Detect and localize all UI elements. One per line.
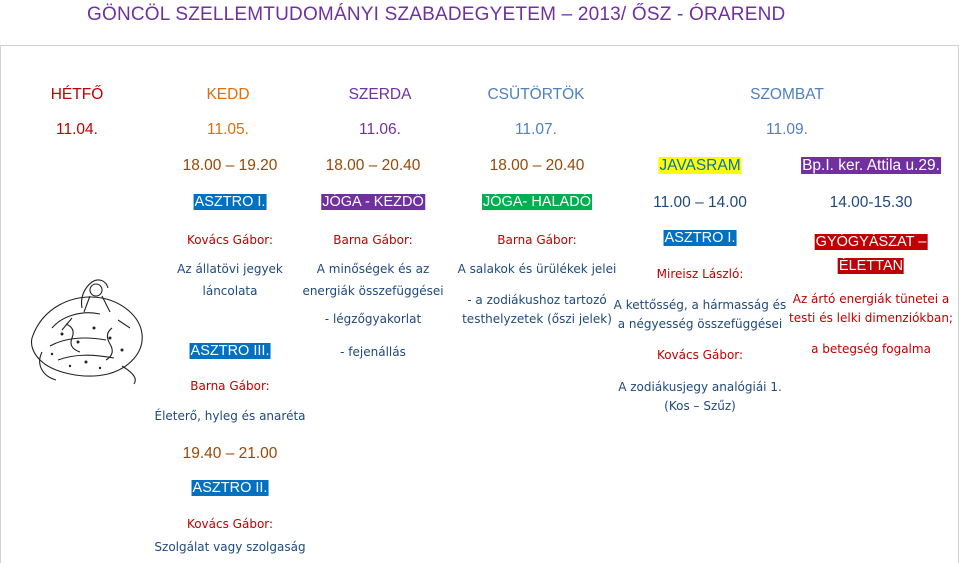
- page-title: GÖNCÖL SZELLEMTUDOMÁNYI SZABADEGYETEM – 2013/ ŐSZ - ÓRAREND: [87, 4, 786, 25]
- monday-course-3: [192, 480, 269, 496]
- saturday-line-2: testi és lelki dimenziókban;: [789, 311, 953, 325]
- tuesday-line-4: - fejenállás: [340, 345, 406, 359]
- thursday-topic-2: [618, 378, 782, 416]
- wednesday-course: [482, 194, 592, 210]
- day-wednesday: SZERDA: [348, 86, 412, 103]
- monday-topic-3: Szolgálat vagy szolgaság: [154, 540, 306, 554]
- date-saturday: 11.09.: [766, 121, 808, 138]
- tuesday-line-1: A minőségek és az: [316, 262, 430, 276]
- wednesday-time: 18.00 – 20.40: [489, 157, 585, 174]
- saturday-topic: [789, 290, 953, 328]
- monday-course-3-label: ASZTRO II.: [192, 480, 268, 496]
- thursday-header: [658, 157, 741, 175]
- monday-course-1: [194, 194, 267, 210]
- wednesday-line-2: - a zodiákushoz tartozó: [467, 293, 607, 307]
- monday-time-1: 18.00 – 19.20: [182, 157, 278, 174]
- saturday-course-line-2: ÉLETTAN: [838, 258, 904, 274]
- monday-topic-1-line-2: láncolata: [202, 284, 258, 298]
- wednesday-line-1: A salakok és ürülékek jelei: [457, 262, 617, 276]
- saturday-header-label: Bp.I. ker. Attila u.29.: [802, 157, 940, 174]
- wednesday-line-3: testhelyzetek (őszi jelek): [462, 312, 612, 326]
- monday-teacher-3: Kovács Gábor:: [186, 517, 274, 531]
- thursday-time: 11.00 – 14.00: [653, 194, 747, 211]
- thursday-line-2: a négyesség összefüggései: [617, 317, 783, 331]
- monday-teacher-2: Barna Gábor:: [190, 379, 270, 393]
- thursday-teacher-1: Mireisz László:: [656, 267, 744, 281]
- saturday-line-3: a betegség fogalma: [811, 342, 931, 356]
- thursday-line-1: A kettősség, a hármasság és: [613, 298, 787, 312]
- saturday-line-1: Az ártó energiák tünetei a: [792, 292, 950, 306]
- tuesday-teacher: Barna Gábor:: [333, 233, 413, 247]
- tuesday-line-2: energiák összefüggései: [302, 284, 444, 298]
- thursday-header-label: JAVASRAM: [659, 157, 741, 174]
- day-saturday: SZOMBAT: [750, 86, 824, 103]
- thursday-course-label: ASZTRO I.: [664, 230, 736, 246]
- date-tuesday: 11.05.: [207, 121, 249, 138]
- monday-course-1-label: ASZTRO I.: [194, 194, 266, 210]
- monday-topic-2: Életerő, hyleg és anaréta: [154, 409, 306, 423]
- tuesday-course: [321, 194, 425, 210]
- day-tuesday: KEDD: [206, 86, 250, 103]
- saturday-time: 14.00-15.30: [829, 194, 913, 211]
- thursday-line-4: (Kos – Szűz): [664, 399, 736, 413]
- date-thursday: 11.07.: [515, 121, 557, 138]
- day-monday: HÉTFŐ: [50, 86, 104, 103]
- saturday-header: [801, 157, 941, 175]
- date-monday: 11.04.: [56, 121, 98, 138]
- monday-topic-1-line-1: Az állatövi jegyek: [177, 262, 283, 276]
- wednesday-course-label: JÓGA- HALADÓ: [483, 194, 591, 210]
- wednesday-topic: [462, 291, 612, 329]
- tuesday-course-label: JÓGA - KEZDŐ: [322, 194, 424, 210]
- saturday-course: [815, 230, 928, 278]
- monday-topic-1: [177, 258, 283, 302]
- date-wednesday: 11.06.: [359, 121, 401, 138]
- tuesday-time: 18.00 – 20.40: [325, 157, 421, 174]
- thursday-course: [664, 230, 737, 246]
- monday-course-2: [190, 343, 271, 359]
- tuesday-line-3: - légzőgyakorlat: [324, 312, 422, 326]
- wednesday-teacher: Barna Gábor:: [497, 233, 577, 247]
- day-thursday: CSÜTÖRTÖK: [487, 86, 585, 103]
- tuesday-topic: [302, 258, 443, 302]
- monday-teacher-1: Kovács Gábor:: [186, 233, 274, 247]
- thursday-line-3: A zodiákusjegy analógiái 1.: [618, 380, 782, 394]
- monday-time-2: 19.40 – 21.00: [182, 445, 278, 462]
- monday-course-2-label: ASZTRO III.: [190, 343, 270, 359]
- saturday-course-line-1: GYÓGYÁSZAT –: [815, 234, 927, 250]
- thursday-topic-1: [614, 296, 787, 334]
- thursday-teacher-2: Kovács Gábor:: [656, 348, 744, 362]
- zodiac-woodcut-illustration-icon: [22, 268, 150, 386]
